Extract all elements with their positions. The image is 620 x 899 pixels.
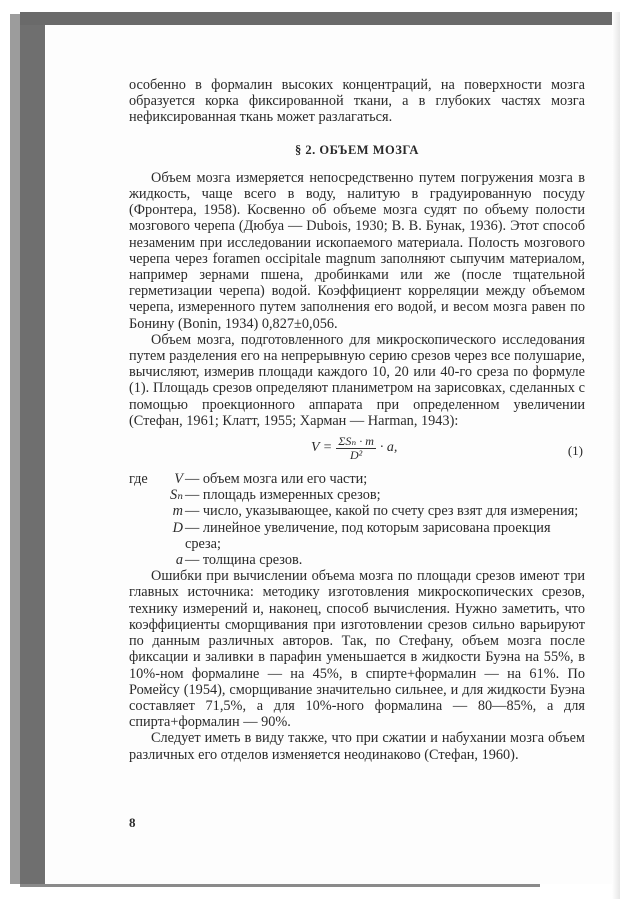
definition-text: — площадь измеренных срезов; [185,487,381,504]
definition-item [129,487,585,503]
formula-expression [311,435,397,462]
formula-rhs: · a, [379,440,398,456]
definitions-lead: где [129,471,148,488]
spacer [129,520,155,552]
scan-border-right [612,12,620,899]
definition-symbol: D [172,519,183,536]
scan-border-bottom [20,884,540,887]
spacer [129,503,155,519]
definition-text: — объем мозга или его части; [185,471,368,488]
formula-1 [129,433,585,469]
definition-text: — линейное увеличение, под которым зарисована проекция среза; [185,519,551,552]
definition-symbol: a [175,552,183,569]
paragraph-continuation: особенно в формалин высоких концентраций, на поверхности мозга образуется корка фиксированной ткани, а в глубоких частях мозга нефиксированная ткань может разлагаться. [129,77,585,126]
definition-symbol: Sₙ [170,487,183,504]
paragraph-swelling: Следует иметь в виду также, что при сжатии и набухании мозга объем различных его отделов изменяется неодинаково (Стефан, 1960). [129,730,585,763]
paragraph-microscopic-volume: Объем мозга, подготовленного для микроскопического исследования путем разделения его на непрерывную серию срезов через все полушарие, вычисляют, измерив площади каждого 10, 20 или 40-го среза по формуле (1). Площадь срезов определяют планиметром на зарисовках, сделанных с помощью проекционного аппарата при определенном увеличении (Стефан, 1961; Клатт, 1955; Харман — Harman, 1943): [129,331,585,429]
formula-denominator: D² [349,448,363,463]
definition-symbol: m [172,503,183,520]
definition-item [129,552,585,568]
spacer [129,552,155,568]
definitions-list [129,471,585,568]
formula-numerator: ΣSₙ · m [338,434,374,449]
formula-fraction [336,435,376,462]
definition-item [129,520,585,552]
definition-item [129,503,585,519]
scan-border-left [20,14,45,884]
definition-symbol: V [174,471,183,488]
text-column [129,77,585,763]
formula-number: (1) [567,443,583,459]
definition-text: — число, указывающее, какой по счету срез взят для измерения; [185,503,579,520]
paragraph-brain-volume-measurement: Объем мозга измеряется непосредственно путем погружения мозга в жидкость, чаще всего в воду, налитую в градуированную посуду (Фронтера, 1958). Косвенно об объеме мозга судят по объему полости мозгового черепа (Дюбуа — Dubois, 1930; В. В. Бунак, 1936). Этот способ незаменим при исследовании ископаемого материала. Полость мозгового черепа через foramen occipitale magnum заполняют сыпучим материалом, например зернами пшена, дробинками или же (после тщательной герметизации черепа) водой. Коэффициент корреляции между объемом черепа, измеренного путем заполнения его водой, и весом мозга равен по Бонину (Bonin, 1934) 0,827±0,056. [129,169,585,332]
formula-lhs: V = [311,440,333,456]
definition-item [129,471,585,487]
section-heading: § 2. ОБЪЕМ МОЗГА [295,142,419,157]
spacer [129,487,155,503]
scan-border-top [20,12,620,25]
page-number: 8 [129,815,136,830]
paragraph-errors-shrinkage: Ошибки при вычислении объема мозга по площади срезов имеют три главных источника: методику изготовления микроскопических срезов, технику измерений и, наконец, способ вычисления. Нужно заметить, что коэффициенты сморщивания при изготовлении срезов сильно варьируют по данным различных авторов. Так, по Стефану, объем мозга после фиксации и заливки в парафин уменьшается в жидкости Буэна на 55%, в 10%-ном формалине — на 45%, в спирте+формалин — на 61%. По Ромейсу (1954), сморщивание значительно сильнее, и для жидкости Буэна составляет 71,5%, а для 10%-ного формалина — 80—85%, а для спирта+формалин — 90%. [129,568,585,731]
definition-text: — толщина срезов. [185,552,303,569]
